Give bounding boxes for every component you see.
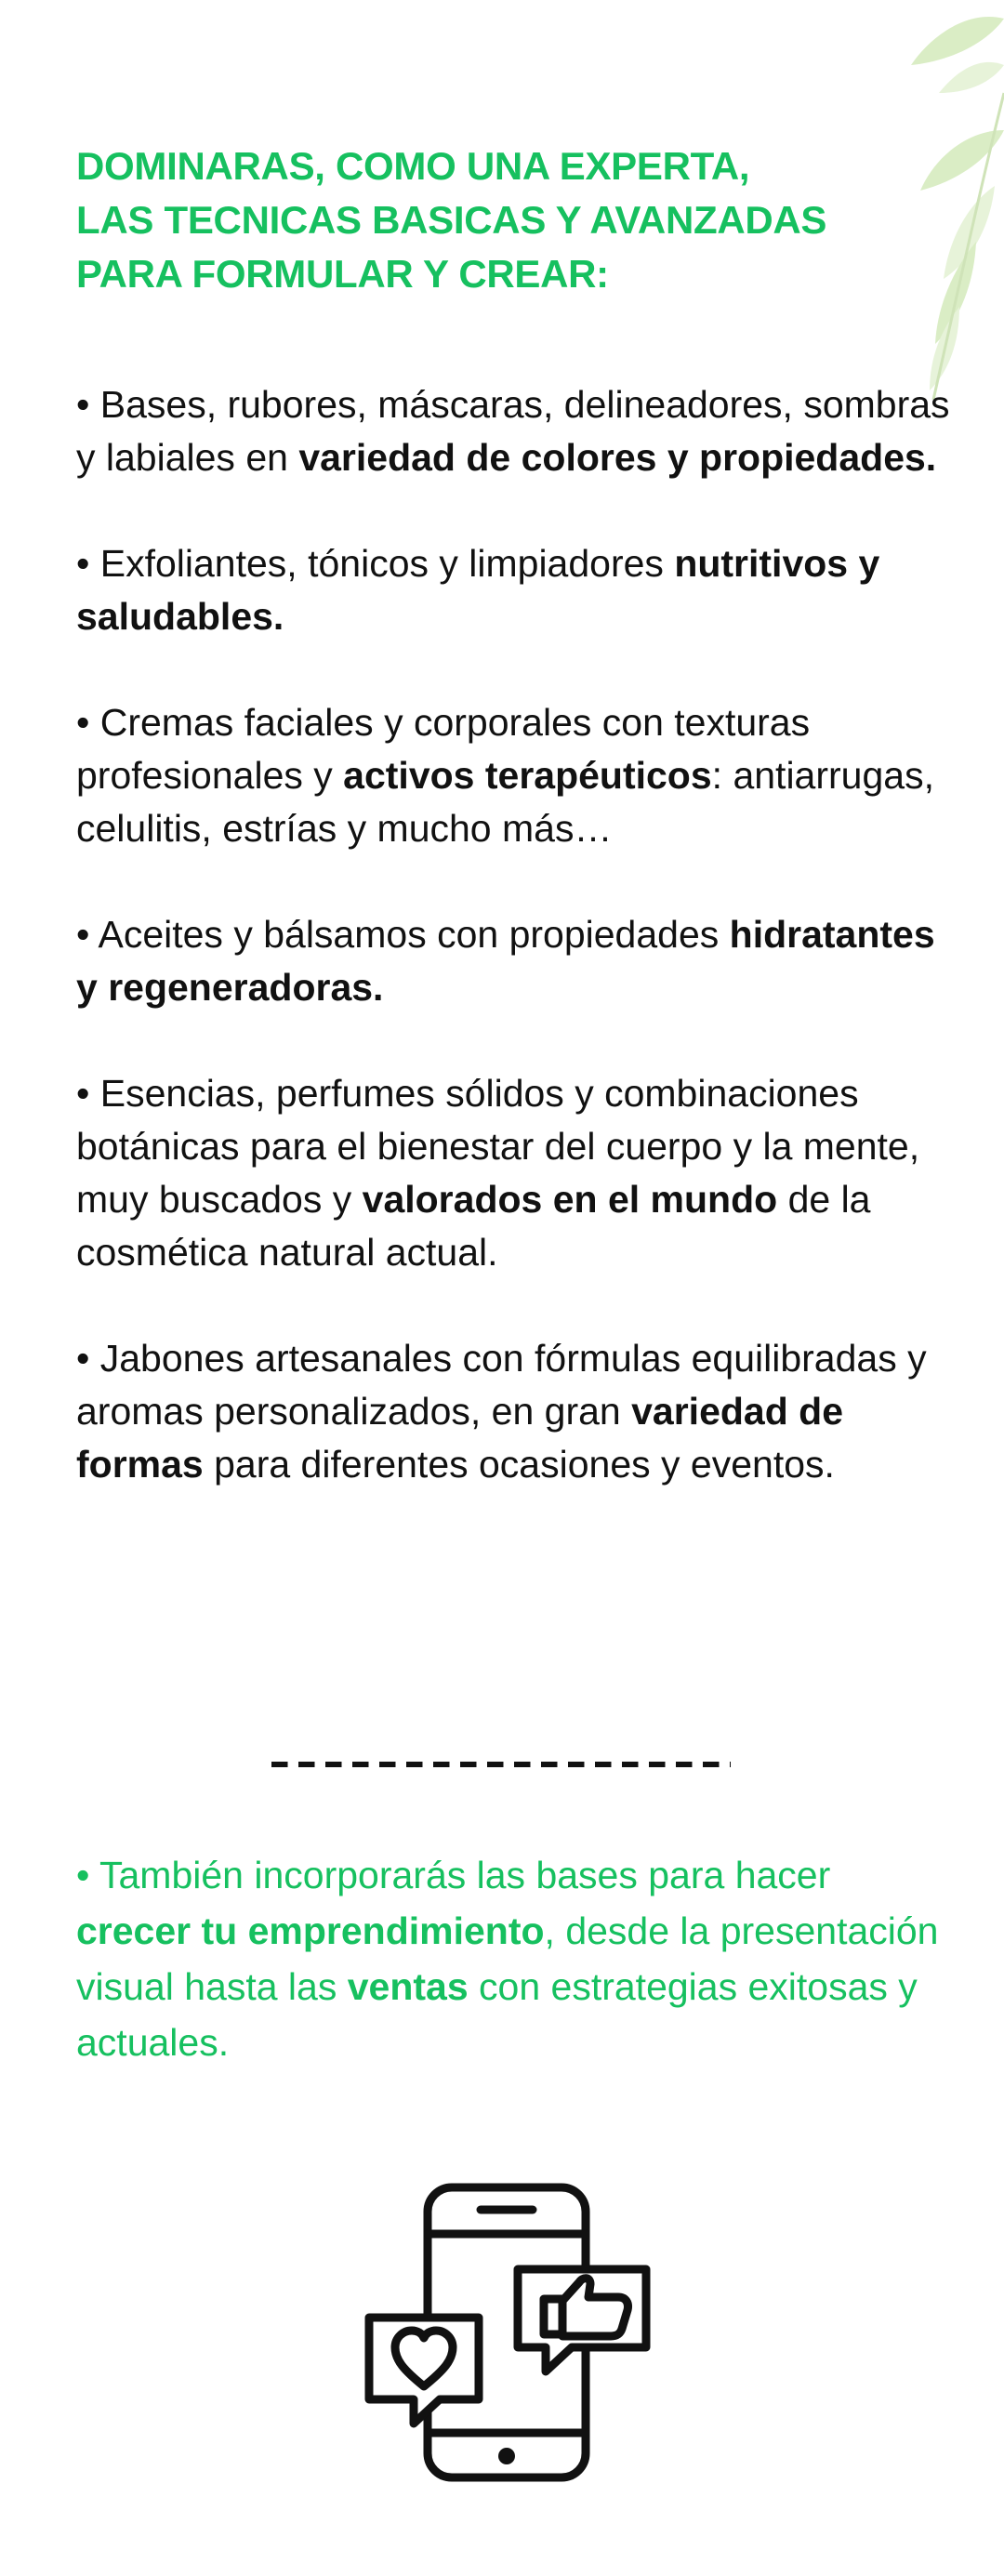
note-text: con estrategias exitosas y actuales.	[76, 1965, 918, 2064]
title-line-3: PARA FORMULAR Y CREAR:	[76, 252, 609, 296]
item-text: • Jabones artesanales con fórmulas equilibradas y aromas personalizados, en gran	[76, 1337, 927, 1433]
item-text-end: de la cosmética natural actual.	[76, 1178, 871, 1274]
skills-list	[76, 378, 950, 1544]
note-highlight: ventas	[347, 1965, 469, 2008]
item-text: • Exfoliantes, tónicos y limpiadores	[76, 542, 675, 585]
business-note	[76, 1847, 950, 2070]
list-item-essences	[76, 1067, 950, 1279]
item-highlight: valorados en el mundo	[362, 1178, 778, 1221]
title-line-2: LAS TECNICAS BASICAS Y AVANZADAS	[76, 198, 827, 242]
list-item-soaps	[76, 1332, 950, 1491]
item-text-end: : antiarrugas, celulitis, estrías y mucho más…	[76, 754, 934, 850]
list-item-exfoliants	[76, 537, 950, 643]
heart-icon	[369, 2318, 479, 2424]
list-item-oils	[76, 908, 950, 1014]
list-item-creams	[76, 696, 950, 855]
note-highlight: crecer tu emprendimiento	[76, 1909, 545, 1952]
item-highlight: nutritivos y saludables.	[76, 542, 880, 638]
item-text: • Esencias, perfumes sólidos y combinaciones botánicas para el bienestar del cuerpo y la mente, muy buscados y	[76, 1072, 920, 1221]
page-title	[76, 139, 950, 301]
item-highlight: variedad de colores y propiedades.	[298, 436, 937, 479]
list-item-makeup	[76, 378, 950, 484]
note-text: , desde la presentación visual hasta las	[76, 1909, 939, 2008]
item-text: • Cremas faciales y corporales con texturas profesionales y	[76, 701, 811, 797]
dashed-divider	[271, 1762, 731, 1767]
item-highlight: variedad de formas	[76, 1390, 844, 1486]
item-highlight: activos terapéuticos	[343, 754, 712, 797]
title-line-1: DOMINARAS, COMO UNA EXPERTA,	[76, 144, 750, 188]
item-text-end: para diferentes ocasiones y eventos.	[203, 1443, 835, 1486]
item-highlight: hidratantes y regeneradoras.	[76, 913, 935, 1009]
phone-social-media-icon	[358, 2180, 665, 2487]
item-text: • Aceites y bálsamos con propiedades	[76, 913, 730, 956]
note-text: • También incorporarás las bases para hacer	[76, 1854, 831, 1896]
item-text: • Bases, rubores, máscaras, delineadores, sombras y labiales en	[76, 383, 950, 479]
